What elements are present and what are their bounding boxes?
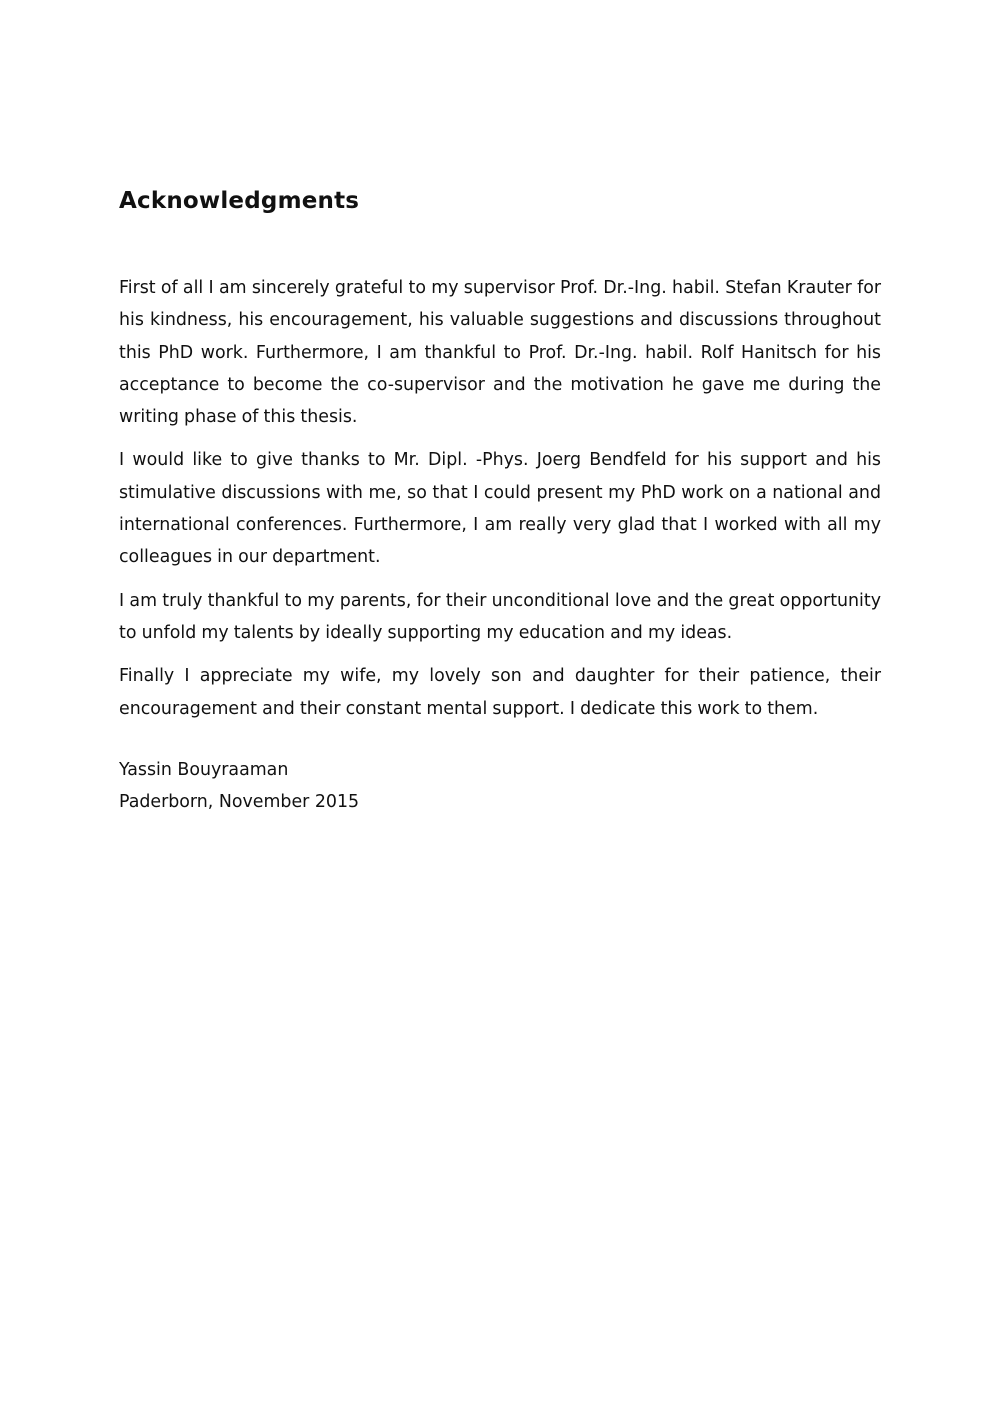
paragraph-colleagues: I would like to give thanks to Mr. Dipl. -Phys. Joerg Bendfeld for his support and his stimulative discussions with me, so that I could present my PhD work on a national and international conferences. Furthermore, I am really very glad that I worked with all my colleagues in our department. [119,450,881,568]
author-name: Yassin Bouyraaman [119,760,289,780]
paragraph-family: Finally I appreciate my wife, my lovely son and daughter for their patience, their encouragement and their constant mental support. I dedicate this work to them. [119,666,881,719]
paragraph-parents: I am truly thankful to my parents, for their unconditional love and the great opportunity to unfold my talents by ideally supporting my education and my ideas. [119,590,881,643]
signature-block [119,754,359,819]
paragraph-supervisors: First of all I am sincerely grateful to my supervisor Prof. Dr.-Ing. habil. Stefan Krauter for his kindness, his encouragement, his valuable suggestions and discussions throughout this PhD work. Furthermore, I am thankful to Prof. Dr.-Ing. habil. Rolf Hanitsch for his acceptance to become the co-supervisor and the motivation he gave me during the writing phase of this thesis. [119,278,881,428]
page-title: Acknowledgments [119,188,360,214]
place-date: Paderborn, November 2015 [119,792,360,813]
acknowledgment-body [119,272,881,736]
